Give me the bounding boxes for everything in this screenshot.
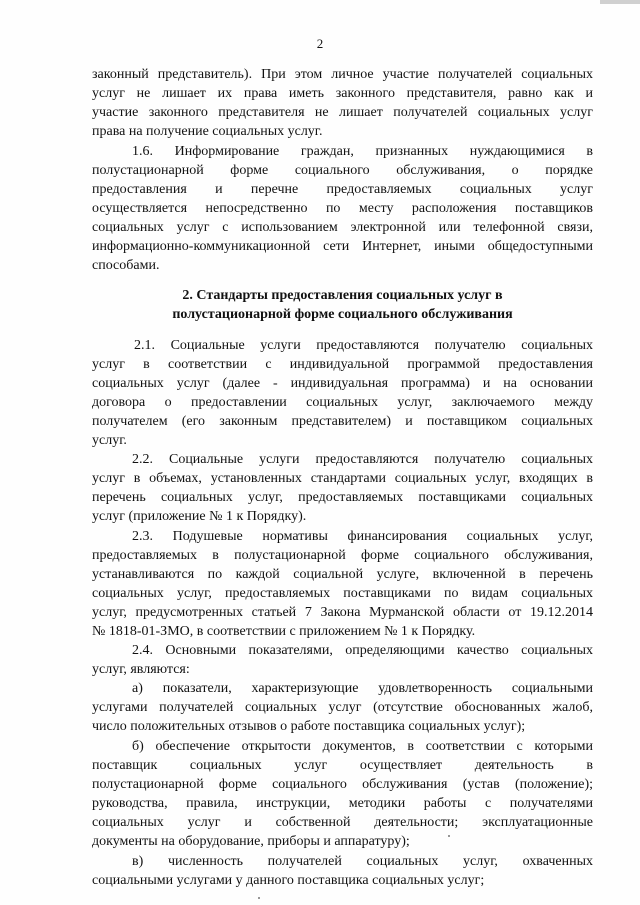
- paragraph-line: социальных услуг с использованием электронной или телефонной связи,: [92, 220, 593, 235]
- paragraph-line: получателем (его законным представителем) и поставщиком социальных: [92, 414, 593, 429]
- paragraph-line: полустационарной форме социального обслуживания, о порядке: [92, 163, 593, 178]
- paragraph-line: участие законного представителя не лишает получателей социальных услуг: [92, 105, 593, 120]
- paragraph-line: услуг в объемах, установленных стандартами социальных услуг, входящих в: [92, 471, 593, 486]
- paragraph-line: социальных услуг, предоставляемых поставщиками по видам социальных: [92, 586, 593, 601]
- paragraph-line: 2.1. Социальные услуги предоставляются получателю социальных: [134, 338, 593, 353]
- paragraph-line: документы на оборудование, приборы и аппаратуру);: [92, 834, 410, 849]
- paragraph-line: социальных услуг и собственной деятельности; эксплуатационные: [92, 815, 593, 830]
- paragraph-line: устанавливаются по каждой социальной услуге, включенной в перечень: [92, 567, 593, 582]
- paragraph-line: число положительных отзывов о работе поставщика социальных услуг);: [92, 719, 526, 734]
- paragraph-line: социальных услуг (далее - индивидуальная программа) и на основании: [92, 376, 593, 391]
- section-heading-line: 2. Стандарты предоставления социальных услуг в: [182, 288, 503, 303]
- paragraph-line: права на получение социальных услуг.: [92, 124, 323, 139]
- paragraph-line: услуг.: [92, 433, 127, 448]
- page-number: 2: [316, 36, 324, 51]
- paragraph-line: 2.2. Социальные услуги предоставляются получателю социальных: [132, 452, 593, 467]
- paragraph-line: 2.4. Основными показателями, определяющими качество социальных: [132, 643, 593, 658]
- paragraph-line: социальными услугами у данного поставщика социальных услуг;: [92, 873, 485, 888]
- paragraph-line: 1.6. Информирование граждан, признанных нуждающимися в: [132, 144, 593, 159]
- paragraph-line: предоставляемых в полустационарной форме социального обслуживания,: [92, 548, 593, 563]
- paragraph-line: информационно-коммуникационной сети Интернет, иными общедоступными: [92, 239, 593, 254]
- paragraph-line: осуществляется непосредственно по месту расположения поставщиков: [92, 201, 593, 216]
- paragraph-line: в) численность получателей социальных услуг, охваченных: [132, 854, 593, 869]
- paragraph-line: а) показатели, характеризующие удовлетворенность социальными: [132, 681, 593, 696]
- paragraph-line: перечень социальных услуг, предоставляемых поставщиками социальных: [92, 490, 593, 505]
- paragraph-line: способами.: [92, 258, 160, 273]
- scan-edge-mark: [600, 0, 640, 4]
- paragraph-line: услуг, являются:: [92, 662, 190, 677]
- paragraph-line: б) обеспечение открытости документов, в соответствии с которыми: [132, 739, 593, 754]
- paragraph-line: предоставления и перечне предоставляемых социальных услуг: [92, 182, 593, 197]
- paragraph-line: услуг (приложение № 1 к Порядку).: [92, 509, 307, 524]
- section-heading-line: полустационарной форме социального обслуживания: [172, 307, 513, 322]
- paragraph-line: услуг, предусмотренных статьей 7 Закона Мурманской области от 19.12.2014: [92, 605, 593, 620]
- paragraph-line: 2.3. Подушевые нормативы финансирования социальных услуг,: [132, 529, 593, 544]
- scan-speck: [448, 835, 450, 837]
- paragraph-line: услугами получателей социальных услуг (отсутствие обоснованных жалоб,: [92, 700, 593, 715]
- paragraph-line: полустационарной форме социального обслуживания (устав (положение);: [92, 777, 593, 792]
- paragraph-line: № 1818-01-ЗМО, в соответствии с приложением № 1 к Порядку.: [92, 624, 476, 639]
- paragraph-line: договора о предоставлении социальных услуг, заключаемого между: [92, 395, 593, 410]
- scan-speck: [258, 897, 260, 899]
- paragraph-line: услуг в соответствии с индивидуальной программой предоставления: [92, 357, 593, 372]
- paragraph-line: поставщик социальных услуг осуществляет деятельность в: [92, 758, 593, 773]
- paragraph-line: законный представитель). При этом личное участие получателей социальных: [92, 67, 593, 82]
- paragraph-line: услуг не лишает их права иметь законного представителя, равно как и: [92, 86, 593, 101]
- paragraph-line: руководства, правила, инструкции, методики работы с получателями: [92, 796, 593, 811]
